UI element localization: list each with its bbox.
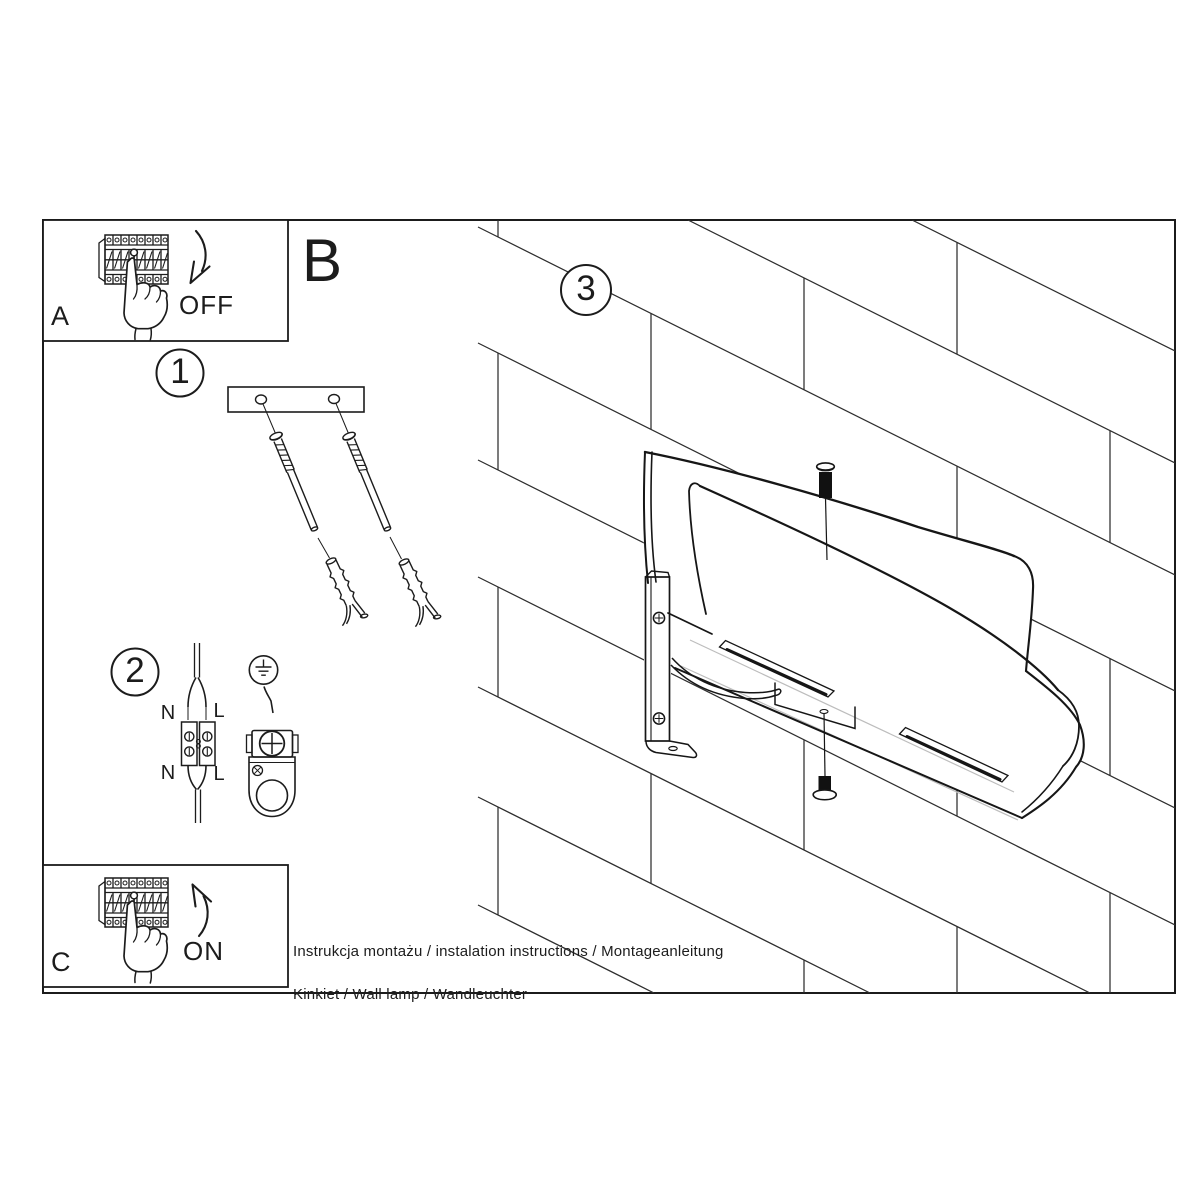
plate-hole (256, 395, 267, 404)
panel-a (43, 220, 288, 341)
plate-hole (329, 395, 340, 404)
panel-c-label: C (51, 947, 71, 977)
panel-a-label: A (51, 301, 70, 331)
wire-label-n-bottom: N (160, 762, 176, 785)
wire-label-l-top: L (213, 700, 225, 723)
wood-screw-icon (342, 431, 394, 533)
step3-number: 3 (576, 269, 596, 309)
on-label: ON (183, 936, 224, 966)
panel-c (43, 865, 288, 987)
section-b-label: B (302, 227, 343, 294)
footer-text (293, 941, 724, 1006)
cable-and-terminals (182, 643, 216, 823)
footer-line1: Instrukcja montażu / instalation instructions / Montageanleitung (293, 943, 724, 960)
footer-line2: Kinkiet / Wall lamp / Wandleuchter (293, 986, 528, 1003)
step1-group (157, 350, 442, 630)
panel-c-box (43, 865, 288, 987)
terminal-block (182, 722, 216, 766)
step2-number: 2 (125, 651, 145, 691)
ground-clamp (247, 687, 299, 817)
alignment-lines (263, 404, 402, 560)
ground-symbol-icon (249, 656, 277, 684)
wall-plug-icon (388, 555, 442, 629)
step1-number: 1 (170, 352, 190, 392)
wall-plug-icon (315, 554, 369, 628)
wire-label-n-top: N (160, 702, 176, 725)
wall-lamp (643, 452, 1084, 820)
off-label: OFF (179, 290, 234, 320)
mounting-plate (228, 387, 364, 412)
wood-screw-icon (269, 431, 321, 533)
wire-label-l-bottom: L (213, 763, 225, 786)
